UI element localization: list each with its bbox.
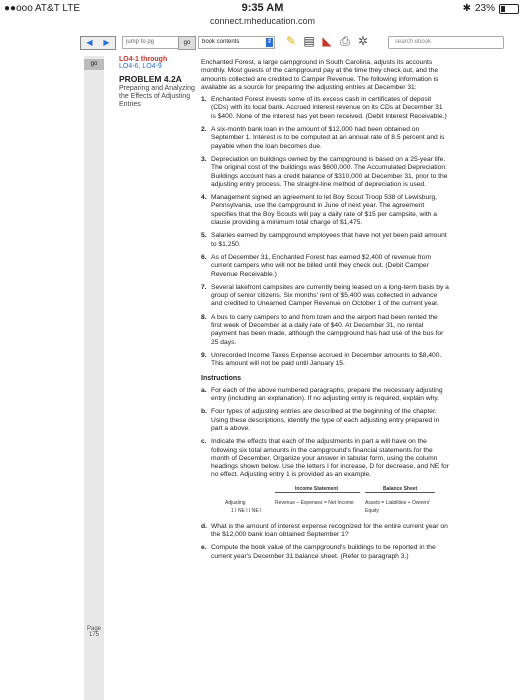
adjustment-item [201,156,449,189]
instruction-number: e. [201,544,207,552]
battery-status [463,3,519,14]
instruction-text: Four types of adjusting entries are described at the beginning of the chapter. Using these descriptions, identify the type of each adjusting entry prepared in part a above. [211,408,440,432]
adjustment-number: 9. [201,351,207,359]
url-bar[interactable]: connect.mheducation.com [209,16,316,26]
adjustment-number: 5. [201,232,207,240]
adjustment-item [201,352,449,369]
adjustment-text: Unrecorded Income Taxes Expense accrued in December amounts to $8,400. This amount will not be paid until January 15. [211,351,442,368]
instructions-heading: Instructions [201,374,242,382]
adjustment-text: Management signed an agreement to let Boy Scout Troop 538 of Lewisburg, Pennsylvania, use the campground in June of next year. The agreement specifies that the Boy Scouts will pay a daily rate of $15 per campsite, with a clause providing a minimum total charge of $1,475. [211,194,438,227]
adjustment-number: 6. [201,253,207,261]
instruction-number: a. [201,386,207,394]
adjustment-item [201,254,449,279]
problem-title: PROBLEM 4.2A [119,74,182,84]
settings-icon[interactable]: ✲ [357,34,369,48]
adjustment-item [201,194,449,227]
adjustment-number: 2. [201,126,207,134]
instruction-number: b. [201,408,207,416]
adjustment-number: 4. [201,194,207,202]
jump-to-page-input[interactable]: jump to pg [122,36,179,49]
adjustment-text: Enchanted Forest invests some of its excess cash in certificates of deposit (CDs) with its local bank. Accrued interest revenue on its CDs at December 31 is $400. None of the interest has yet been received. (Debit Interest Receivable.) [211,96,447,120]
next-page-icon[interactable]: ▶ [103,38,110,47]
status-bar [0,0,525,17]
adjustment-text: A six-month bank loan in the amount of $12,000 had been obtained on September 1. Interest is to be computed at an annual rate of 8.5 percent and is payable when the loan becomes due. [211,126,445,150]
adjustment-item [201,96,449,121]
adjustment-item [201,232,449,249]
print-icon[interactable]: ⎙ [340,34,350,48]
adjustment-text: Several lakefront campsites are currently being leased on a long-term basis by a group of senior citizens. Six months' rent of $5,400 was collected in advance and credited to Unearned Camper Revenue on October 1 of the current year. [211,283,449,308]
adjustment-number: 1. [201,96,207,104]
bluetooth-icon: ✱ [462,3,471,14]
instruction-text: For each of the above numbered paragraphs, prepare the necessary adjusting entry (including an explanation). If no adjusting entry is required, explain why. [211,386,443,403]
clock: 9:35 AM [241,2,284,14]
adjustment-item [201,284,449,309]
adjustment-number: 8. [201,313,207,321]
battery-icon [499,4,519,14]
instruction-text: What is the amount of interest expense recognized for the entire current year on the $12,000 bank loan obtained September 1? [211,522,448,539]
instruction-item [201,438,449,479]
instruction-text: Compute the book value of the campground's buildings to be reported in the current year's December 31 balance sheet. (Refer to paragraph 3.) [211,544,436,560]
intro-paragraph: Enchanted Forest, a large campground in South Carolina, adjusts its accounts monthly. Most guests of the campground pay at the time they check out, and the amounts collected are credited to Camper Revenue. The following information is available as a source for preparing the adjusting entries at December 31: [201,59,439,91]
instruction-text: Indicate the effects that each of the adjustments in part a will have on the following six total amounts in the campground's financial statements for the month of December. Organize your answer in tabular form, using the column headings shown below. Use the letters I for increase, D for decrease, and NE for no effect. Adjusting entry 1 is provided as an example. [211,438,449,479]
bookmark-icon[interactable]: ◣ [322,34,332,48]
highlighter-icon[interactable]: ✎ [285,34,297,48]
prev-page-icon[interactable]: ◀ [86,38,93,47]
ebook-toolbar [70,33,510,51]
example-row: 1 I NE I I NE I [231,507,262,514]
balance-sheet-heading: Balance Sheet [383,485,418,492]
adjustment-item [201,126,449,151]
is-columns: Revenue – Expenses = Net Income [275,499,354,506]
adjustment-number: 3. [201,155,207,163]
instruction-number: c. [201,438,207,446]
problem-subtitle: Preparing and Analyzing the Effects of Adjusting Entries [119,85,195,108]
adjustment-item [201,314,449,347]
learning-objective-link[interactable]: LO4-1 through [119,56,168,63]
go-button[interactable]: go [178,36,196,50]
instruction-item [201,544,449,561]
instruction-item [201,408,449,433]
book-contents-label: book contents [202,39,240,45]
rail-go-button[interactable]: go [84,59,104,70]
instruction-item [201,387,449,404]
adjustment-text: A bus to carry campers to and from town and the airport had been rented the first week of December at a daily rate of $40. At December 31, no rental payment has been made, although the campground has had use of the bus for 25 days. [211,313,444,346]
learning-objective-link-2[interactable]: LO4-6, LO4-9 [119,63,162,70]
dropdown-icon: ⇕ [266,39,273,45]
adjusting-col: Adjusting [225,499,246,506]
book-contents-select[interactable] [198,36,275,49]
adjustment-text: Depreciation on buildings owned by the campground is based on a 25-year life. The original cost of the buildings was $600,000. The Accumulated Depreciation: Buildings account has a credit balance of $310,000 at December 31, prior to the adjusting entry process. The straight-line method of depreciation is used. [211,155,448,188]
note-icon[interactable]: ▤ [303,34,315,48]
answer-table-headings [225,485,435,515]
search-ebook-input[interactable]: search ebook [388,36,504,49]
page-number: Page 175 [86,626,101,638]
problem-body [201,59,449,566]
bs-columns: Assets = Liabilities + Owners' Equity [365,499,431,515]
page-nav [80,36,116,50]
battery-percent: 23% [474,3,495,14]
left-rail [84,56,104,700]
carrier-signal: ●●ooo AT&T LTE [4,3,81,14]
instruction-number: d. [201,522,207,530]
adjustment-number: 7. [201,283,207,291]
income-statement-heading: Income Statement [295,485,339,492]
instruction-item [201,523,449,540]
adjustment-text: Salaries earned by campground employees that have not yet been paid amount to $1,250. [211,232,447,248]
problem-sidebar [119,56,195,109]
adjustment-text: As of December 31, Enchanted Forest has earned $2,400 of revenue from current campers who will not be billed until they check out. (Debit Camper Revenue Receivable.) [211,253,432,278]
